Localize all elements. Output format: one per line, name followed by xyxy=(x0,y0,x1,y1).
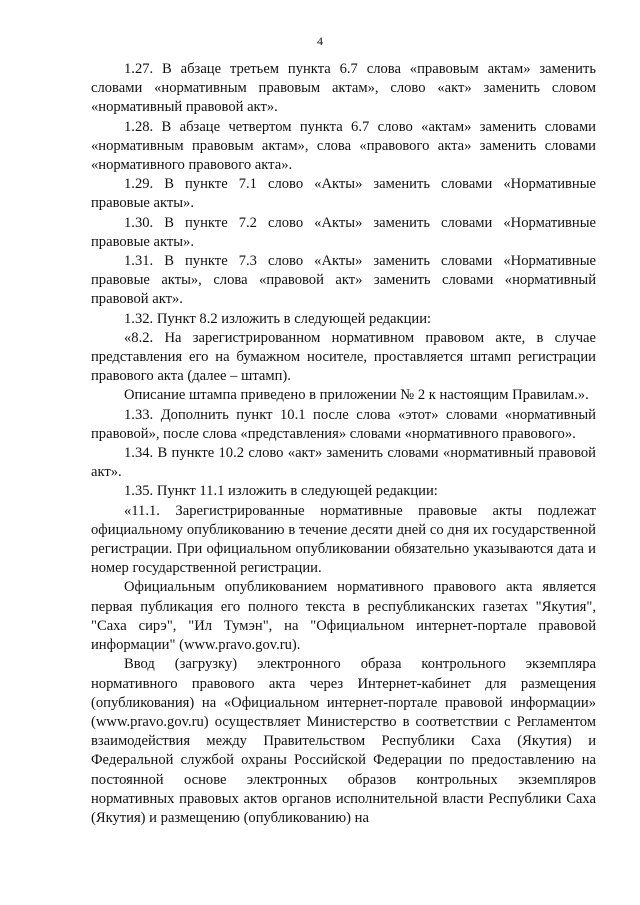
paragraph-1-34: 1.34. В пункте 10.2 слово «акт» заменить словами «нормативный правовой акт». xyxy=(91,445,596,481)
paragraph-1-32: 1.32. Пункт 8.2 изложить в следующей редакции: xyxy=(124,310,432,327)
paragraph-1-31: 1.31. В пункте 7.3 слово «Акты» заменить словами «Нормативные правовые акты», слова «правовой акт» заменить словами «нормативный правовой акт». xyxy=(91,253,596,308)
paragraph-1-33: 1.33. Дополнить пункт 10.1 после слова «этот» словами «нормативный правовой», после слова «представления» словами «нормативного правового». xyxy=(91,406,596,442)
paragraph-electronic-upload: Ввод (загрузку) электронного образа контрольного экземпляра нормативного правового акта через Интернет-кабинет для размещения (опубликования) на «Официальном интернет-портале правовой информации» (www.pravo.gov.ru) осуществляет Министерство в соответствии с Регламентом взаимодействия между Правительством Республики Саха (Якутия) и Федеральной службой охраны Российской Федерации по предоставлению на постоянной основе электронных образов контрольных экземпляров нормативных правовых актов органов исполнительной власти Республики Саха (Якутия) и размещению (опубликованию) на xyxy=(91,656,596,826)
document-body xyxy=(91,60,596,828)
paragraph-official-publication: Официальным опубликованием нормативного правового акта является первая публикация его полного текста в республиканских газетах "Якутия", "Саха сирэ", "Ил Тумэн", на "Официальном интернет-портале правовой информации" (www.pravo.gov.ru). xyxy=(91,579,596,654)
paragraph-stamp-description: Описание штампа приведено в приложении № 2 к настоящим Правилам.». xyxy=(124,387,589,404)
paragraph-1-35: 1.35. Пункт 11.1 изложить в следующей редакции: xyxy=(124,483,438,500)
page-number: 4 xyxy=(317,34,323,48)
paragraph-1-29: 1.29. В пункте 7.1 слово «Акты» заменить словами «Нормативные правовые акты». xyxy=(91,176,596,212)
paragraph-1-28: 1.28. В абзаце четвертом пункта 6.7 слово «актам» заменить словами «нормативным правовым актам», слова «правового акта» заменить словами «нормативного правового акта». xyxy=(91,118,596,174)
paragraph-11-1: «11.1. Зарегистрированные нормативные правовые акты подлежат официальному опубликованию в течение десяти дней со дня их государственной регистрации. При официальном опубликовании обязательно указываются дата и номер государственной регистрации. xyxy=(91,502,596,577)
paragraph-1-30: 1.30. В пункте 7.2 слово «Акты» заменить словами «Нормативные правовые акты». xyxy=(91,214,596,250)
paragraph-1-27: 1.27. В абзаце третьем пункта 6.7 слова «правовым актам» заменить словами «нормативным правовым актам», слово «акт» заменить словом «нормативный правовой акт». xyxy=(91,61,596,116)
paragraph-8-2: «8.2. На зарегистрированном нормативном правовом акте, в случае представления его на бумажном носителе, проставляется штамп регистрации правового акта (далее – штамп). xyxy=(91,329,596,385)
